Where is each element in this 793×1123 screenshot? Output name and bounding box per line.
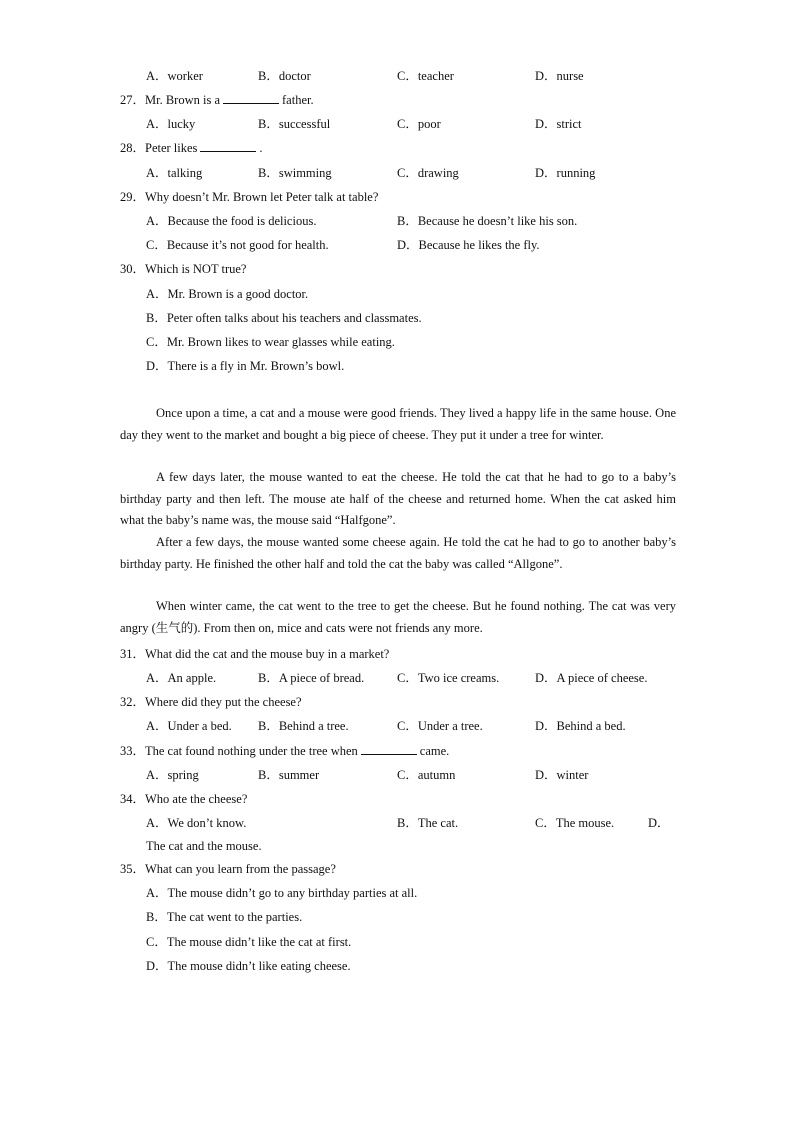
q32-option-c: C．Under a tree. bbox=[397, 719, 483, 733]
q34-option-b: B．The cat. bbox=[397, 816, 459, 830]
q26-option-a: A．worker bbox=[146, 69, 203, 83]
q33-option-b: B．summer bbox=[258, 768, 320, 782]
question-31: 31．What did the cat and the mouse buy in a market? bbox=[120, 647, 390, 661]
passage-paragraph-4 bbox=[120, 596, 676, 639]
q28-stem-before: 28．Peter likes bbox=[120, 141, 198, 155]
q30-option-d: D．There is a fly in Mr. Brown’s bowl. bbox=[146, 359, 345, 373]
passage-paragraph-3 bbox=[120, 532, 676, 575]
q28-option-b: B．swimming bbox=[258, 166, 332, 180]
q31-option-c: C．Two ice creams. bbox=[397, 671, 500, 685]
q30-option-a: A．Mr. Brown is a good doctor. bbox=[146, 287, 309, 301]
question-32: 32．Where did they put the cheese? bbox=[120, 695, 302, 709]
q33-option-d: D．winter bbox=[535, 768, 589, 782]
q33-option-c: C．autumn bbox=[397, 768, 456, 782]
question-30: 30．Which is NOT true? bbox=[120, 262, 247, 276]
question-28 bbox=[120, 140, 263, 156]
q34-option-c: C．The mouse. bbox=[535, 816, 615, 830]
q27-stem-after: father. bbox=[282, 93, 314, 107]
q29-option-a: A．Because the food is delicious. bbox=[146, 214, 317, 228]
q31-option-b: B．A piece of bread. bbox=[258, 671, 365, 685]
q27-option-c: C．poor bbox=[397, 117, 441, 131]
question-35: 35．What can you learn from the passage? bbox=[120, 862, 336, 876]
answer-blank bbox=[223, 92, 279, 104]
passage-text: After a few days, the mouse wanted some cheese again. He told the cat he had to go to another baby’s birthday party. He finished the other half and told the cat the baby was called “Allgone”. bbox=[120, 535, 676, 571]
question-27 bbox=[120, 92, 314, 108]
passage-text: When winter came, the cat went to the tree to get the cheese. But he found nothing. The cat was very angry (生气的). From then on, mice and cats were not friends any more. bbox=[120, 599, 676, 635]
q32-option-a: A．Under a bed. bbox=[146, 719, 232, 733]
question-29: 29．Why doesn’t Mr. Brown let Peter talk at table? bbox=[120, 190, 379, 204]
q28-option-d: D．running bbox=[535, 166, 596, 180]
q34-option-d-label: D． bbox=[648, 816, 670, 830]
q27-option-a: A．lucky bbox=[146, 117, 196, 131]
q35-option-b: B．The cat went to the parties. bbox=[146, 910, 303, 924]
q28-option-c: C．drawing bbox=[397, 166, 459, 180]
passage-paragraph-1 bbox=[120, 403, 676, 446]
q27-option-b: B．successful bbox=[258, 117, 331, 131]
q35-option-c: C．The mouse didn’t like the cat at first. bbox=[146, 935, 352, 949]
q28-option-a: A．talking bbox=[146, 166, 203, 180]
q33-stem-after: came. bbox=[419, 744, 450, 758]
q31-option-d: D．A piece of cheese. bbox=[535, 671, 648, 685]
q29-option-b: B．Because he doesn’t like his son. bbox=[397, 214, 578, 228]
q26-option-c: C．teacher bbox=[397, 69, 454, 83]
q33-option-a: A．spring bbox=[146, 768, 199, 782]
passage-text: A few days later, the mouse wanted to eat the cheese. He told the cat that he had to go to a baby’s birthday party and then left. The mouse ate half of the cheese and returned home. When the cat asked him what the baby’s name was, the mouse said “Halfgone”. bbox=[120, 470, 676, 527]
q26-option-b: B．doctor bbox=[258, 69, 311, 83]
q26-option-d: D．nurse bbox=[535, 69, 584, 83]
answer-blank bbox=[361, 743, 417, 755]
q34-option-d-text: The cat and the mouse. bbox=[146, 839, 262, 853]
q28-stem-after: . bbox=[259, 141, 263, 155]
q30-option-c: C．Mr. Brown likes to wear glasses while eating. bbox=[146, 335, 395, 349]
q33-stem-before: 33．The cat found nothing under the tree when bbox=[120, 744, 358, 758]
q35-option-d: D．The mouse didn’t like eating cheese. bbox=[146, 959, 351, 973]
q27-stem-before: 27．Mr. Brown is a bbox=[120, 93, 221, 107]
q29-option-d: D．Because he likes the fly. bbox=[397, 238, 540, 252]
q32-option-b: B．Behind a tree. bbox=[258, 719, 349, 733]
question-33 bbox=[120, 743, 449, 759]
q35-option-a: A．The mouse didn’t go to any birthday parties at all. bbox=[146, 886, 418, 900]
answer-blank bbox=[200, 140, 256, 152]
passage-text: Once upon a time, a cat and a mouse were good friends. They lived a happy life in the same house. One day they went to the market and bought a big piece of cheese. They put it under a tree for winter. bbox=[120, 406, 676, 442]
q29-option-c: C．Because it’s not good for health. bbox=[146, 238, 329, 252]
q34-option-a: A．We don’t know. bbox=[146, 816, 247, 830]
q32-option-d: D．Behind a bed. bbox=[535, 719, 626, 733]
passage-paragraph-2 bbox=[120, 467, 676, 532]
q30-option-b: B．Peter often talks about his teachers and classmates. bbox=[146, 311, 422, 325]
q27-option-d: D．strict bbox=[535, 117, 582, 131]
question-34: 34．Who ate the cheese? bbox=[120, 792, 248, 806]
q31-option-a: A．An apple. bbox=[146, 671, 217, 685]
